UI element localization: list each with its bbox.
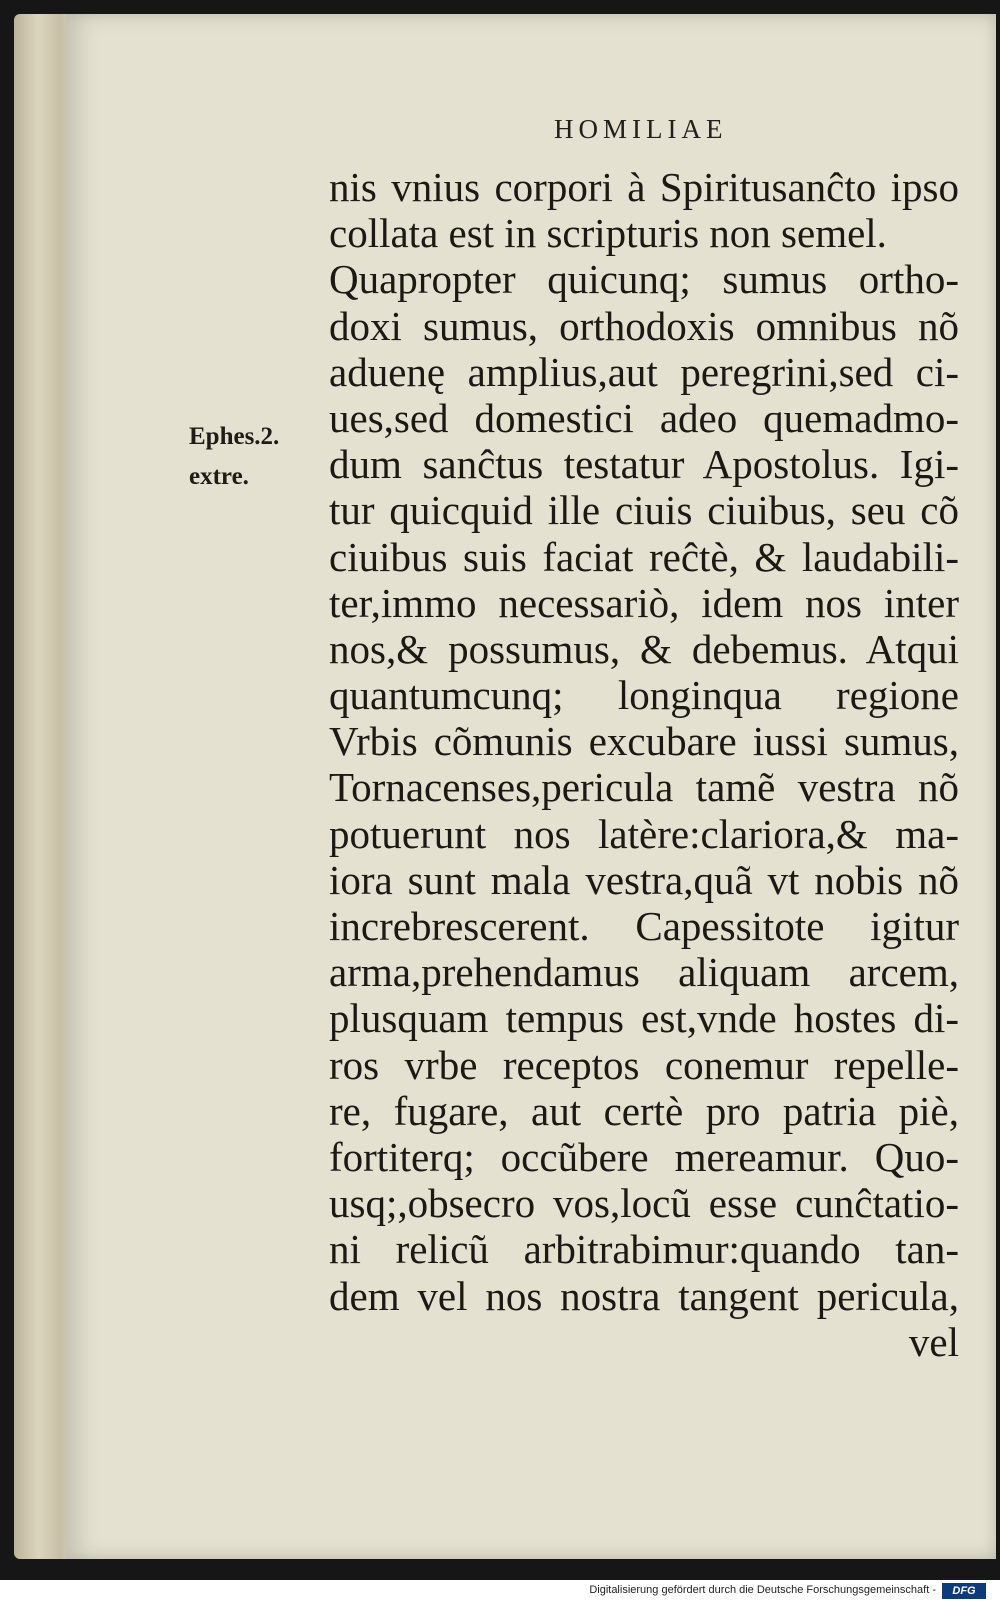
text-line: Vrbis cõmunis excubare iussi sumus, — [329, 718, 959, 765]
text-line: Tornacenses,pericula tamẽ vestra nõ — [329, 764, 959, 811]
text-line: nis vnius corpori à Spiritusanĉto ipso — [329, 164, 959, 210]
marginal-note-line: Ephes.2. — [189, 423, 280, 450]
running-header: HOMILIAE — [554, 114, 728, 144]
text-line: collata est in scripturis non semel. — [329, 210, 887, 257]
text-line: dem vel nos nostra tangent pericula, — [329, 1272, 959, 1319]
text-line: dum sanĉtus testatur Apostolus. Igi- — [329, 441, 959, 488]
text-line: ni relicũ arbitrabimur:quando tan- — [329, 1226, 959, 1273]
text-line: quantumcunq; longinqua regione — [329, 672, 959, 719]
text-line: ros vrbe receptos conemur repelle- — [329, 1041, 959, 1088]
text-line: fortiterq; occũbere mereamur. Quo- — [329, 1133, 959, 1180]
catchword: vel — [908, 1318, 959, 1365]
digitization-footer — [0, 1580, 1000, 1603]
body-text — [329, 164, 959, 1365]
text-line: iora sunt mala vestra,quã vt nobis nõ — [329, 856, 959, 903]
text-line: usq;,obsecro vos,locũ esse cunĉtatio- — [329, 1180, 959, 1227]
text-line: plusquam tempus est,vnde hostes di- — [329, 995, 959, 1042]
marginal-note — [189, 417, 279, 497]
dfg-logo: DFG — [942, 1583, 986, 1599]
text-line: ues,sed domestici adeo quemadmo- — [329, 394, 959, 441]
marginal-note-line: extre. — [189, 463, 249, 490]
text-line: arma,prehendamus aliquam arcem, — [329, 949, 959, 996]
text-line: potuerunt nos latère:clariora,& ma- — [329, 810, 959, 857]
text-line: doxi sumus, orthodoxis omnibus nõ — [329, 302, 959, 349]
text-line: tur quicquid ille ciuis ciuibus, seu cõ — [329, 487, 959, 534]
text-line: re, fugare, aut certè pro patria piè, — [329, 1087, 959, 1134]
text-line: ter,immo necessariò, idem nos inter — [329, 579, 959, 626]
text-line: Quapropter quicunq; sumus ortho- — [329, 256, 959, 303]
text-line: nos,& possumus, & debemus. Atqui — [329, 625, 959, 672]
book-page — [66, 14, 996, 1559]
text-line: ciuibus suis faciat reĉtè, & laudabili- — [329, 533, 959, 580]
text-line: increbrescerent. Capessitote igitur — [329, 903, 959, 949]
digitization-note: Digitalisierung gefördert durch die Deutsche Forschungsgemeinschaft - — [589, 1584, 936, 1596]
text-line: aduenę amplius,aut peregrini,sed ci- — [329, 348, 959, 395]
